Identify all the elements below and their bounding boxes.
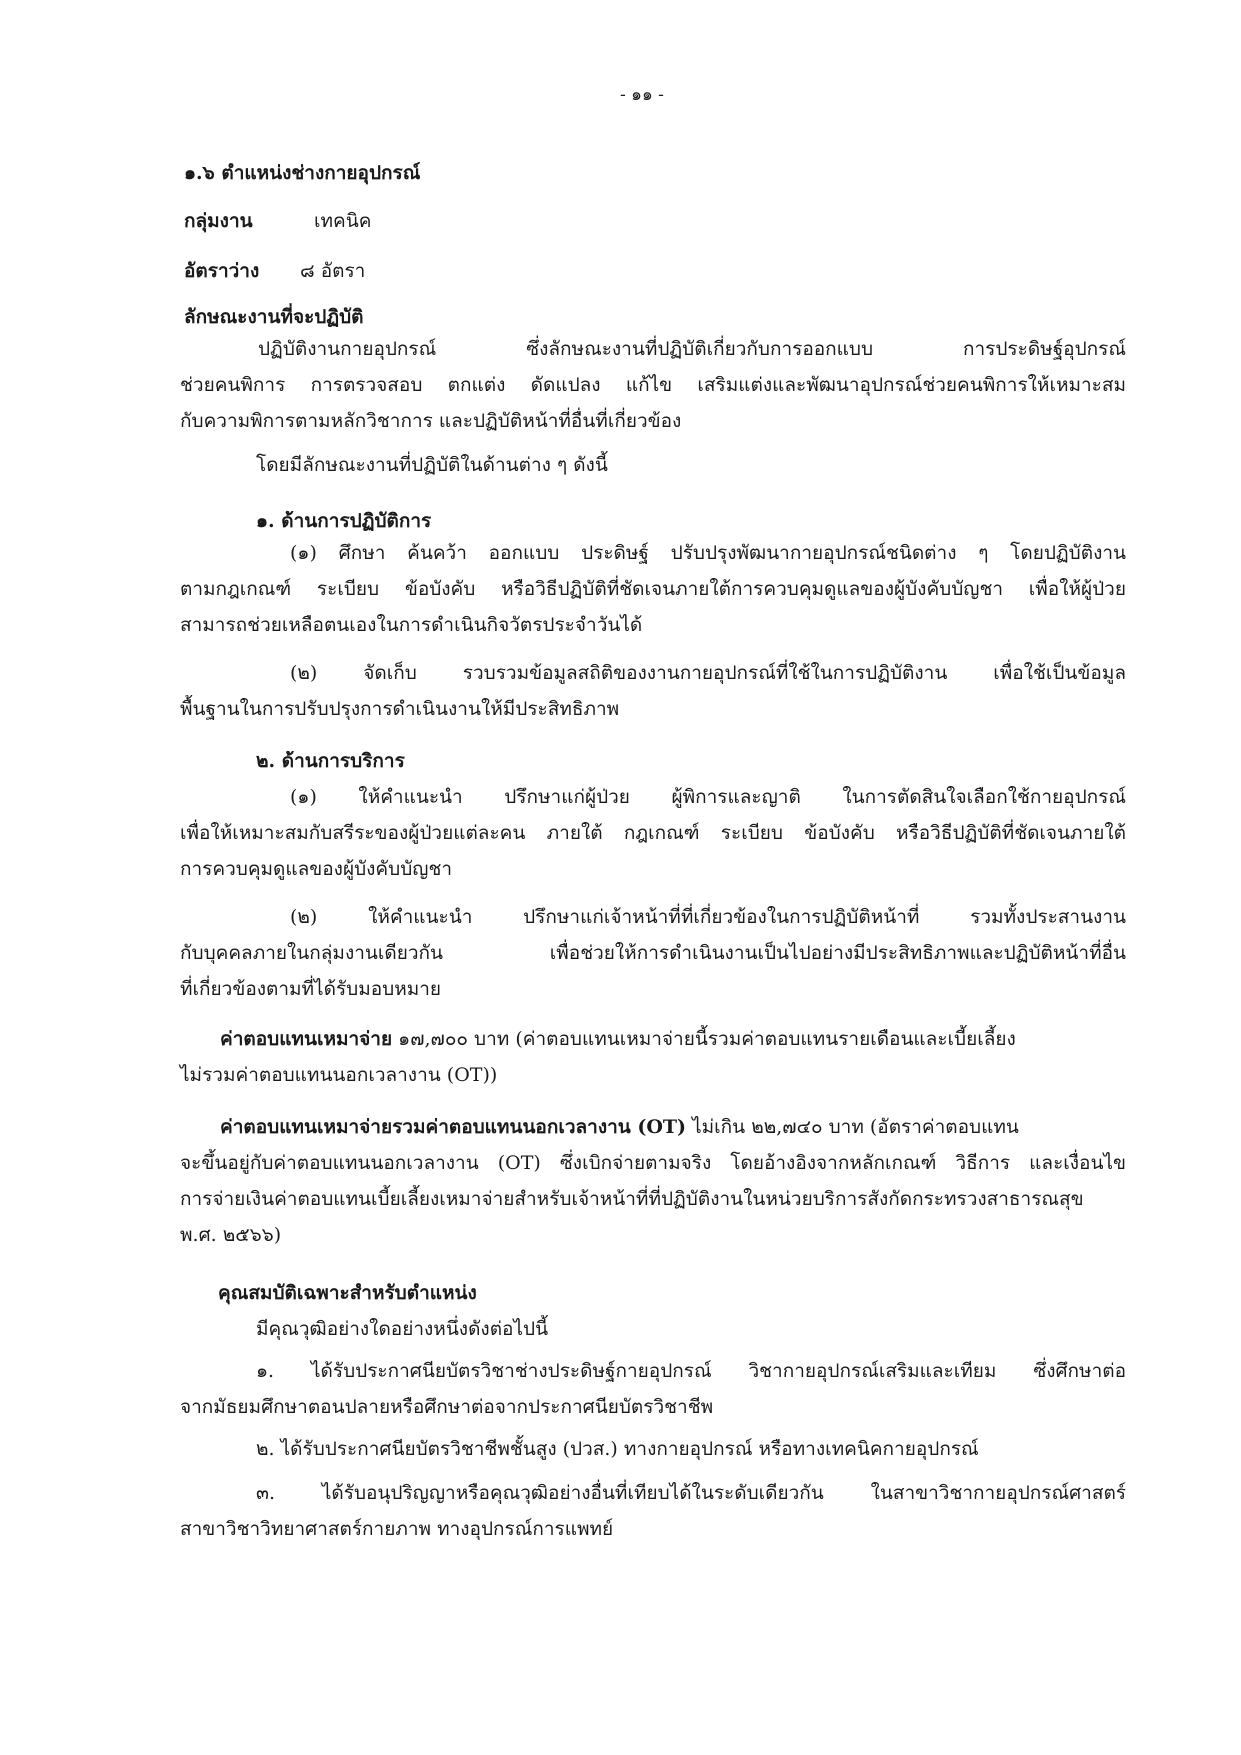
ot-line-1: [220, 1110, 1019, 1144]
ot-line-4: พ.ศ. ๒๕๖๖): [180, 1224, 282, 1246]
services-item1-line-1: (๑) ให้คำแนะนำ ปรึกษาแก่ผู้ป่วย ผู้พิการและญาติ ในการตัดสินใจเลือกใช้กายอุปกรณ์: [290, 786, 1126, 808]
page-number: - ๑๑ -: [620, 85, 664, 105]
ot-line-1-rest: ไม่เกิน ๒๒,๗๔๐ บาท (อัตราค่าตอบแทน: [686, 1116, 1019, 1138]
qualification-3-line-2: สาขาวิชาวิทยาศาสตร์กายภาพ ทางอุปกรณ์การแพทย์: [180, 1518, 614, 1540]
services-item2-line-2: กับบุคคลภายในกลุ่มงานเดียวกัน เพื่อช่วยให้การดำเนินงานเป็นไปอย่างมีประสิทธิภาพและปฏิบัติหน้าที่อื่น: [180, 942, 1126, 964]
services-item1-line-2: เพื่อให้เหมาะสมกับสรีระของผู้ป่วยแต่ละคน ภายใต้ กฎเกณฑ์ ระเบียบ ข้อบังคับ หรือวิธีปฏิบัติที่ชัดเจนภายใต้: [180, 822, 1126, 844]
wage-line-2: ไม่รวมค่าตอบแทนนอกเวลางาน (OT)): [180, 1064, 498, 1086]
operations-item1-line-1: (๑) ศึกษา ค้นคว้า ออกแบบ ประดิษฐ์ ปรับปรุงพัฒนากายอุปกรณ์ชนิดต่าง ๆ โดยปฏิบัติงาน: [290, 542, 1126, 564]
qualifications-intro: มีคุณวุฒิอย่างใดอย่างหนึ่งดังต่อไปนี้: [256, 1318, 549, 1340]
ot-line-2: จะขึ้นอยู่กับค่าตอบแทนนอกเวลางาน (OT) ซึ่งเบิกจ่ายตามจริง โดยอ้างอิงจากหลักเกณฑ์ วิธีการ และเงื่อนไข: [180, 1152, 1126, 1174]
services-item2-line-3: ที่เกี่ยวข้องตามที่ได้รับมอบหมาย: [180, 978, 442, 1000]
job-description-heading: ลักษณะงานที่จะปฏิบัติ: [184, 306, 364, 328]
operations-item2-line-1: (๒) จัดเก็บ รวบรวมข้อมูลสถิติของงานกายอุปกรณ์ที่ใช้ในการปฏิบัติงาน เพื่อใช้เป็นข้อมูล: [290, 662, 1126, 684]
qualifications-heading: คุณสมบัติเฉพาะสำหรับตำแหน่ง: [218, 1282, 477, 1304]
ot-label: ค่าตอบแทนเหมาจ่ายรวมค่าตอบแทนนอกเวลางาน (OT): [220, 1116, 687, 1138]
operations-item2-line-2: พื้นฐานในการปรับปรุงการดำเนินงานให้มีประสิทธิภาพ: [180, 698, 620, 720]
group-label: กลุ่มงาน: [184, 210, 253, 232]
services-item2-line-1: (๒) ให้คำแนะนำ ปรึกษาแก่เจ้าหน้าที่ที่เกี่ยวข้องในการปฏิบัติหน้าที่ รวมทั้งประสานงาน: [290, 906, 1126, 928]
job-intro-line-3: กับความพิการตามหลักวิชาการ และปฏิบัติหน้าที่อื่นที่เกี่ยวข้อง: [180, 410, 682, 432]
position-title: ๑.๖ ตำแหน่งช่างกายอุปกรณ์: [184, 162, 421, 184]
qualification-2: ๒. ได้รับประกาศนียบัตรวิชาชีพชั้นสูง (ปวส.) ทางกายอุปกรณ์ หรือทางเทคนิคกายอุปกรณ์: [256, 1438, 979, 1460]
operations-item1-line-3: สามารถช่วยเหลือตนเองในการดำเนินกิจวัตรประจำวันได้: [180, 614, 643, 636]
vacancy-value: ๘ อัตรา: [300, 260, 366, 282]
wage-line-1: [220, 1022, 1016, 1056]
services-item1-line-3: การควบคุมดูแลของผู้บังคับบัญชา: [180, 858, 453, 880]
services-heading: ๒. ด้านการบริการ: [256, 750, 405, 772]
qualification-1-line-1: ๑. ได้รับประกาศนียบัตรวิชาช่างประดิษฐ์กายอุปกรณ์ วิชากายอุปกรณ์เสริมและเทียม ซึ่งศึกษาต่อ: [256, 1360, 1126, 1382]
wage-label: ค่าตอบแทนเหมาจ่าย: [220, 1028, 393, 1050]
wage-line-1-rest: ๑๗,๗๐๐ บาท (ค่าตอบแทนเหมาจ่ายนี้รวมค่าตอบแทนรายเดือนและเบี้ยเลี้ยง: [392, 1028, 1016, 1050]
job-intro-line-1: ปฏิบัติงานกายอุปกรณ์ ซึ่งลักษณะงานที่ปฏิบัติเกี่ยวกับการออกแบบ การประดิษฐ์อุปกรณ์: [258, 338, 1126, 360]
operations-heading: ๑. ด้านการปฏิบัติการ: [256, 510, 432, 532]
ot-line-3: การจ่ายเงินค่าตอบแทนเบี้ยเลี้ยงเหมาจ่ายสำหรับเจ้าหน้าที่ที่ปฏิบัติงานในหน่วยบริการสังกัดกระทรวงสาธารณสุข: [180, 1188, 1084, 1210]
areas-intro: โดยมีลักษณะงานที่ปฏิบัติในด้านต่าง ๆ ดังนี้: [256, 454, 608, 476]
qualification-1-line-2: จากมัธยมศึกษาตอนปลายหรือศึกษาต่อจากประกาศนียบัตรวิชาชีพ: [180, 1396, 714, 1418]
qualification-3-line-1: ๓. ได้รับอนุปริญญาหรือคุณวุฒิอย่างอื่นที่เทียบได้ในระดับเดียวกัน ในสาขาวิชากายอุปกรณ์ศาสตร์: [256, 1482, 1126, 1504]
operations-item1-line-2: ตามกฎเกณฑ์ ระเบียบ ข้อบังคับ หรือวิธีปฏิบัติที่ชัดเจนภายใต้การควบคุมดูแลของผู้บังคับบัญชา เพื่อให้ผู้ป่วย: [180, 578, 1126, 600]
vacancy-label: อัตราว่าง: [184, 260, 260, 282]
group-value: เทคนิค: [314, 210, 372, 232]
job-intro-line-2: ช่วยคนพิการ การตรวจสอบ ตกแต่ง ดัดแปลง แก้ไข เสริมแต่งและพัฒนาอุปกรณ์ช่วยคนพิการให้เหมาะสม: [180, 374, 1126, 396]
